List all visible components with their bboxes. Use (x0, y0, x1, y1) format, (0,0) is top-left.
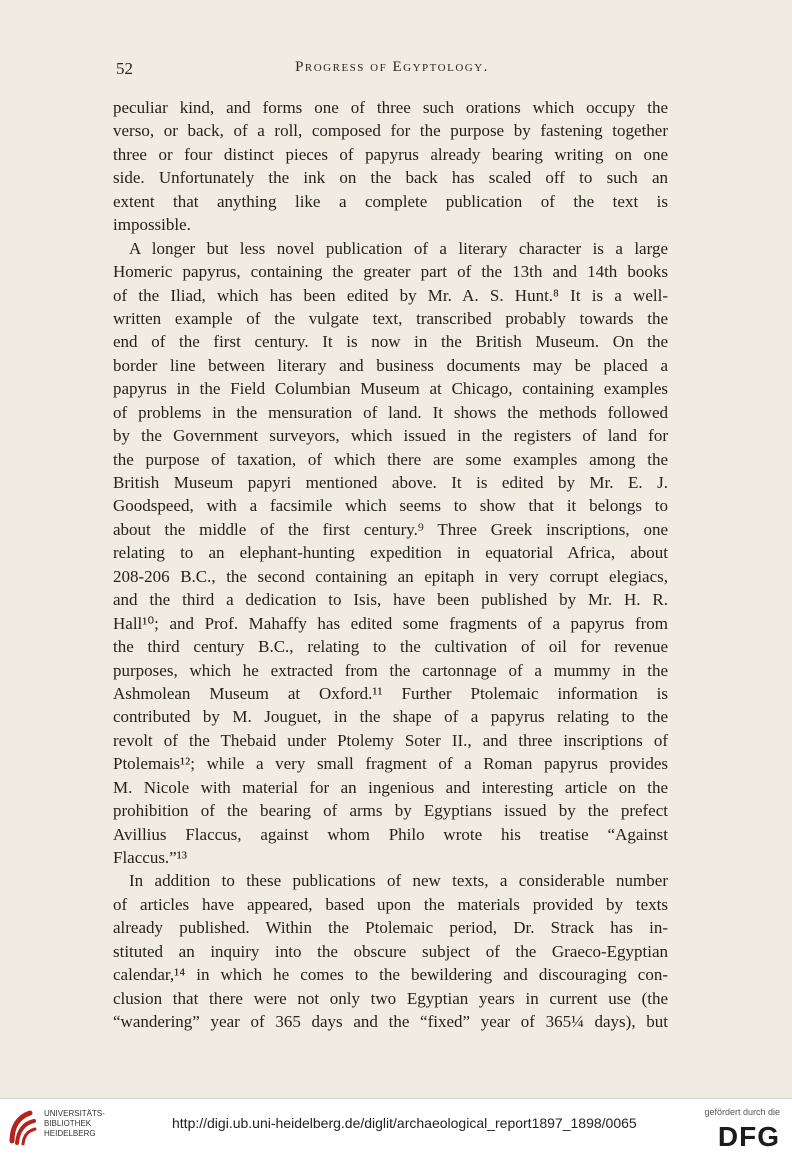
library-name-line: HEIDELBERG (44, 1129, 96, 1138)
university-library-logo-icon (8, 1107, 38, 1147)
text-line: by the Government surveyors, which issued in the registers of land for (113, 426, 668, 446)
text-line: prohibition of the bearing of arms by Egyptians issued by the prefect (113, 801, 668, 821)
text-line: already published. Within the Ptolemaic period, Dr. Strack has in- (113, 918, 668, 938)
text-line: papyrus in the Field Columbian Museum at Chicago, containing examples (113, 379, 668, 399)
text-line: impossible. (113, 215, 191, 235)
text-line: written example of the vulgate text, transcribed probably towards the (113, 308, 668, 328)
text-line: three or four distinct pieces of papyrus already bearing writing on one (113, 144, 668, 164)
text-line: and the third a dedication to Isis, have been published by Mr. H. R. (113, 590, 668, 610)
funding-note: gefördert durch die (704, 1107, 780, 1117)
text-line: of the Iliad, which has been edited by Mr. A. S. Hunt.⁸ It is a well- (113, 285, 668, 305)
text-line: calendar,¹⁴ in which he comes to the bewildering and discouraging con- (113, 965, 668, 985)
text-line: Homeric papyrus, containing the greater part of the 13th and 14th books (113, 262, 668, 282)
text-line: revolt of the Thebaid under Ptolemy Soter II., and three inscriptions of (113, 730, 668, 750)
text-line: Flaccus.”¹³ (113, 848, 187, 867)
text-line: A longer but less novel publication of a literary character is a large (129, 238, 668, 258)
text-line: Avillius Flaccus, against whom Philo wrote his treatise “Against (113, 824, 668, 844)
text-line: relating to an elephant-hunting expedition in equatorial Africa, about (113, 543, 668, 563)
library-name-line: BIBLIOTHEK (44, 1119, 92, 1128)
text-line: end of the first century. It is now in the British Museum. On the (113, 332, 668, 352)
text-line: In addition to these publications of new texts, a considerable number (129, 871, 668, 891)
text-line: Hall¹⁰; and Prof. Mahaffy has edited some fragments of a papyrus from (113, 613, 668, 633)
text-line: clusion that there were not only two Egyptian years in current use (the (113, 988, 668, 1008)
text-line: peculiar kind, and forms one of three such orations which occupy the (113, 98, 668, 117)
text-line: border line between literary and business documents may be placed a (113, 355, 668, 375)
text-line: the third century B.C., relating to the cultivation of oil for revenue (113, 637, 668, 657)
text-line: purposes, which he extracted from the cartonnage of a mummy in the (113, 660, 668, 680)
text-line: contributed by M. Jouguet, in the shape of a papyrus relating to the (113, 707, 668, 727)
text-line: extent that anything like a complete publication of the text is (113, 191, 668, 211)
text-line: of articles have appeared, based upon the materials provided by texts (113, 894, 668, 914)
text-line: Goodspeed, with a facsimile which seems to show that it belongs to (113, 496, 668, 516)
text-line: Ptolemais¹²; while a very small fragment of a Roman papyrus provides (113, 754, 668, 774)
permalink-url[interactable]: http://digi.ub.uni-heidelberg.de/diglit/archaeological_report1897_1898/0065 (172, 1115, 637, 1131)
text-line: M. Nicole with material for an ingenious and interesting article on the (113, 777, 668, 797)
text-line: stituted an inquiry into the obscure subject of the Graeco-Egyptian (113, 941, 668, 961)
text-line: Ashmolean Museum at Oxford.¹¹ Further Ptolemaic information is (113, 683, 668, 703)
text-line: “wandering” year of 365 days and the “fixed” year of 365¼ days), but (113, 1012, 668, 1032)
dfg-logo: DFG (717, 1121, 780, 1152)
viewer-footer (0, 1098, 792, 1157)
page-header (116, 59, 668, 83)
text-line: about the middle of the first century.⁹ Three Greek inscriptions, one (113, 519, 668, 539)
text-line: of problems in the mensuration of land. It shows the methods followed (113, 402, 668, 422)
text-line: side. Unfortunately the ink on the back has scaled off to such an (113, 168, 668, 188)
text-line: 208-206 B.C., the second containing an epitaph in very corrupt elegiacs, (113, 566, 668, 586)
page-number: 52 (116, 59, 133, 78)
text-line: British Museum papyri mentioned above. It is edited by Mr. E. J. (113, 473, 668, 492)
text-line: the purpose of taxation, of which there are some examples among the (113, 449, 668, 469)
text-line: verso, or back, of a roll, composed for the purpose by fastening together (113, 121, 668, 141)
running-head: Progress of Egyptology. (295, 59, 489, 75)
library-name (44, 1109, 105, 1139)
library-name-line: UNIVERSITÄTS- (44, 1109, 105, 1118)
body-text (113, 96, 668, 1034)
